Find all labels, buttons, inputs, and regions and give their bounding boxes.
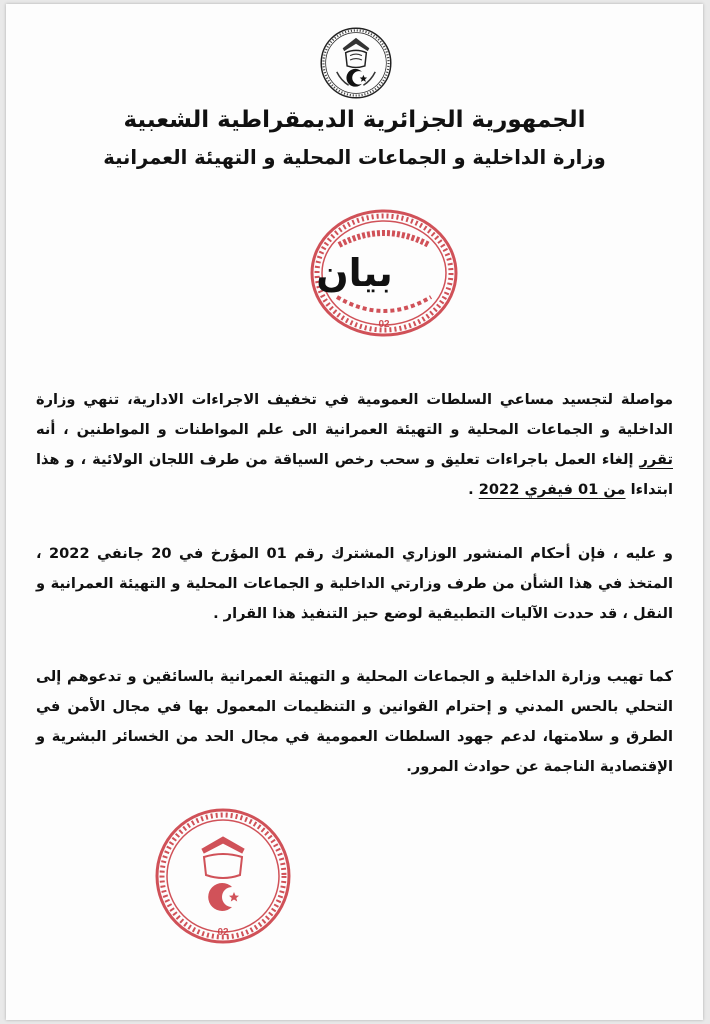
- document-page: [6, 4, 703, 1020]
- paragraph-3: كما تهيب وزارة الداخلية و الجماعات المحلية و التهيئة العمرانية بالسائقين و تدعوهم إلى التحلي بالحس المدني و إحترام القوانين و التنظيمات المعمول بها في مجال الأمن في الطرق و سلامتها، لدعم جهود السلطات العمومية في مجال الحد من الخسائر البشرية و الإقتصادية الناجمة عن حوادث المرور.: [36, 667, 673, 775]
- stamp-number: 02: [378, 319, 390, 330]
- paragraph-1-text-c: إلغاء العمل باجراءات تعليق و سحب رخص السياقة من طرف اللجان الولائية ، و هذا ابتداءا: [36, 450, 673, 498]
- ministry-heading: وزارة الداخلية و الجماعات المحلية و التهيئة العمرانية: [103, 146, 606, 169]
- official-seal-icon: [148, 801, 298, 951]
- paragraph-1-text-a: مواصلة لتجسيد مساعي السلطات العمومية في تخفيف الاجراءات الادارية، تنهي وزارة الداخلية و الجماعات المحلية و التهيئة العمرانية الى علم المواطنات و المواطنين ، أنه: [36, 390, 673, 438]
- paragraph-1-effective-date: من 01 فيفري 2022: [478, 480, 626, 498]
- republic-heading: الجمهورية الجزائرية الديمقراطية الشعبية: [123, 107, 586, 133]
- announcement-title: بيان: [316, 251, 393, 295]
- paragraph-1: [36, 385, 673, 505]
- paragraph-1-end: .: [468, 480, 474, 498]
- paragraph-2: و عليه ، فإن أحكام المنشور الوزاري المشترك رقم 01 المؤرخ في 20 جانفي 2022 ، المتخذ في هذا الشأن من طرف وزارتي الداخلية و الجماعات المحلية و التهيئة العمرانية و النقل ، قد حددت الآليات التطبيقية لوضع حيز التنفيذ هذا القرار .: [36, 544, 673, 622]
- paragraph-1-decision-word: تقرر: [639, 450, 673, 468]
- seal-number: 02: [217, 927, 229, 938]
- algeria-emblem-icon: [319, 26, 393, 100]
